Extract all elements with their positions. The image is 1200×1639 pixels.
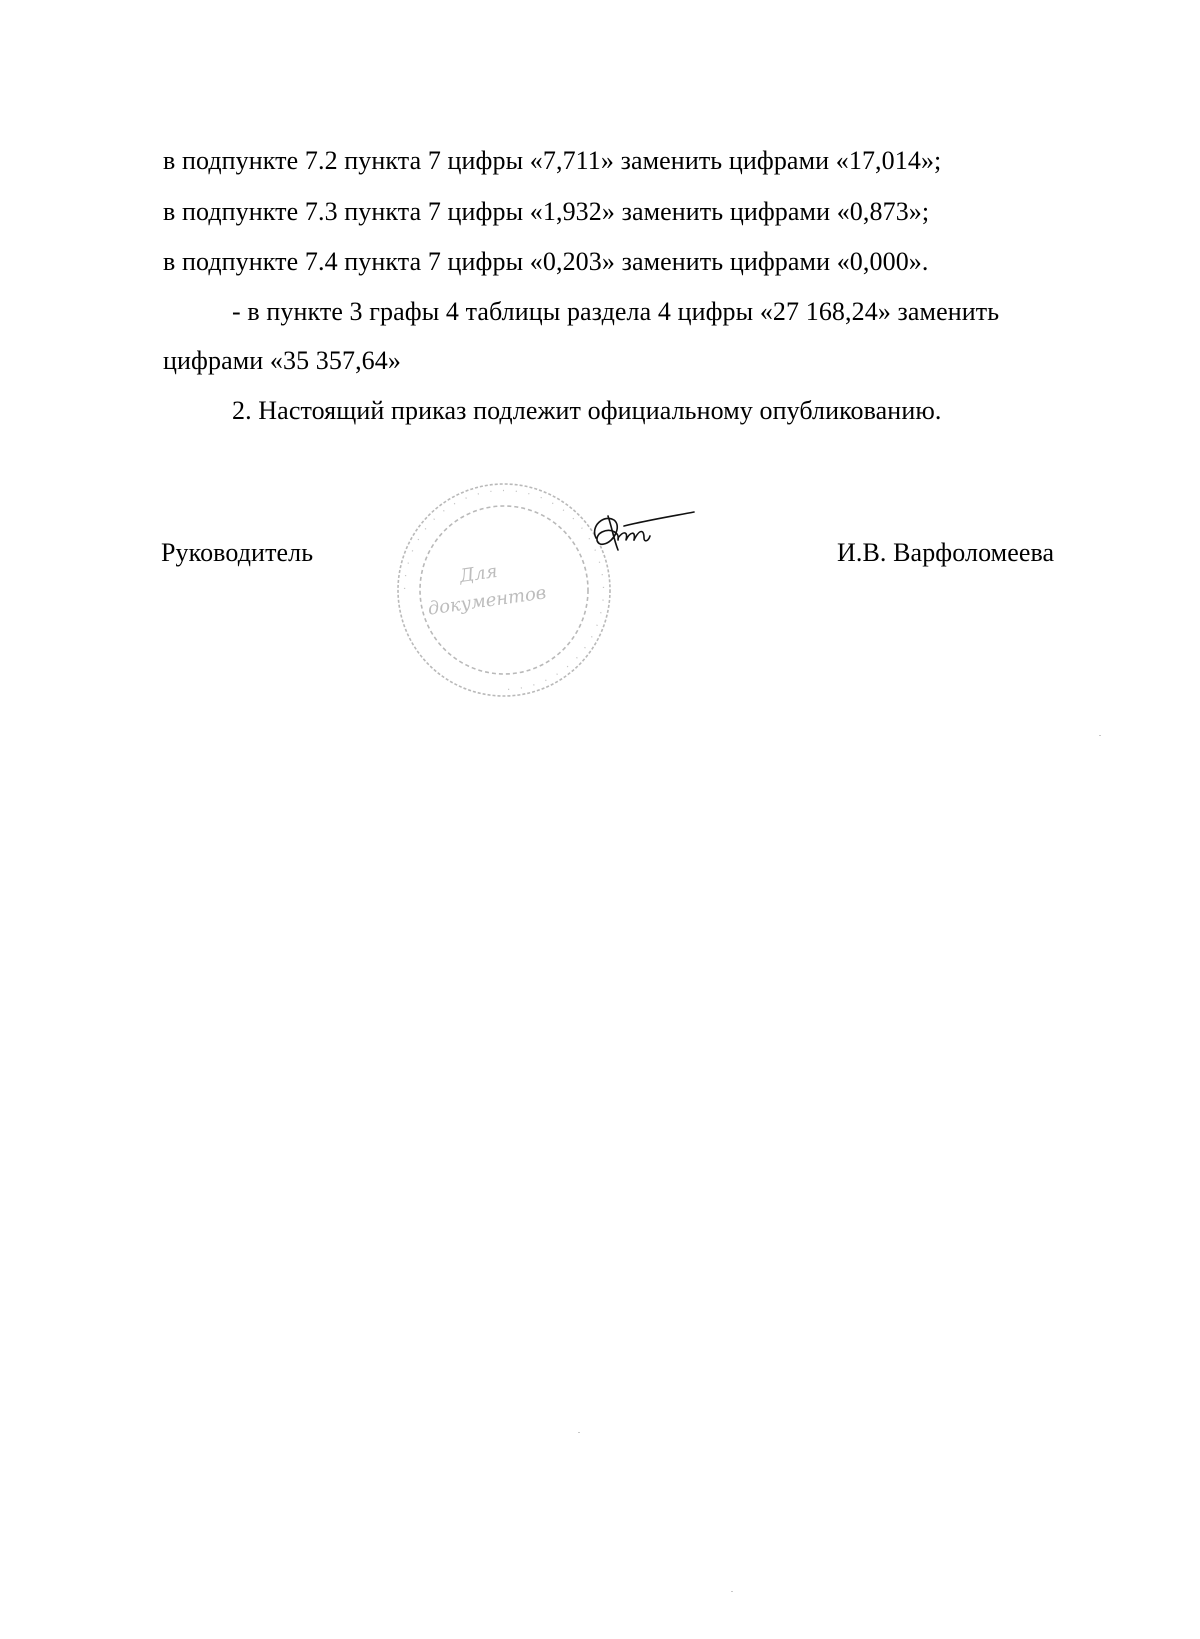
scan-speck <box>578 1432 580 1433</box>
paragraph-line: в подпункте 7.4 пункта 7 цифры «0,203» заменить цифрами «0,000». <box>163 247 929 276</box>
paragraph-line: - в пункте 3 графы 4 таблицы раздела 4 цифры «27 168,24» заменить <box>232 297 1000 326</box>
paragraph-line: цифрами «35 357,64» <box>163 346 401 375</box>
official-seal <box>392 478 616 702</box>
svg-text:· · · · · · · · · · · · · · ·: · · · · · · · · · · · · · · · · · · · · · · · · · · · · · · · · · · · · · <box>399 485 609 695</box>
scan-speck <box>1099 735 1101 736</box>
paragraph-line: в подпункте 7.2 пункта 7 цифры «7,711» заменить цифрами «17,014»; <box>163 146 942 175</box>
handwritten-signature <box>588 508 698 558</box>
seal-text-line1: Для <box>458 560 499 587</box>
signatory-name: И.В. Варфоломеева <box>837 538 1055 567</box>
paragraph-line: в подпункте 7.3 пункта 7 цифры «1,932» заменить цифрами «0,873»; <box>163 197 930 226</box>
seal-text-line2: документов <box>426 582 548 620</box>
signatory-role: Руководитель <box>161 538 314 567</box>
scan-speck <box>731 1591 733 1592</box>
paragraph-line: 2. Настоящий приказ подлежит официальному опубликованию. <box>232 396 942 425</box>
